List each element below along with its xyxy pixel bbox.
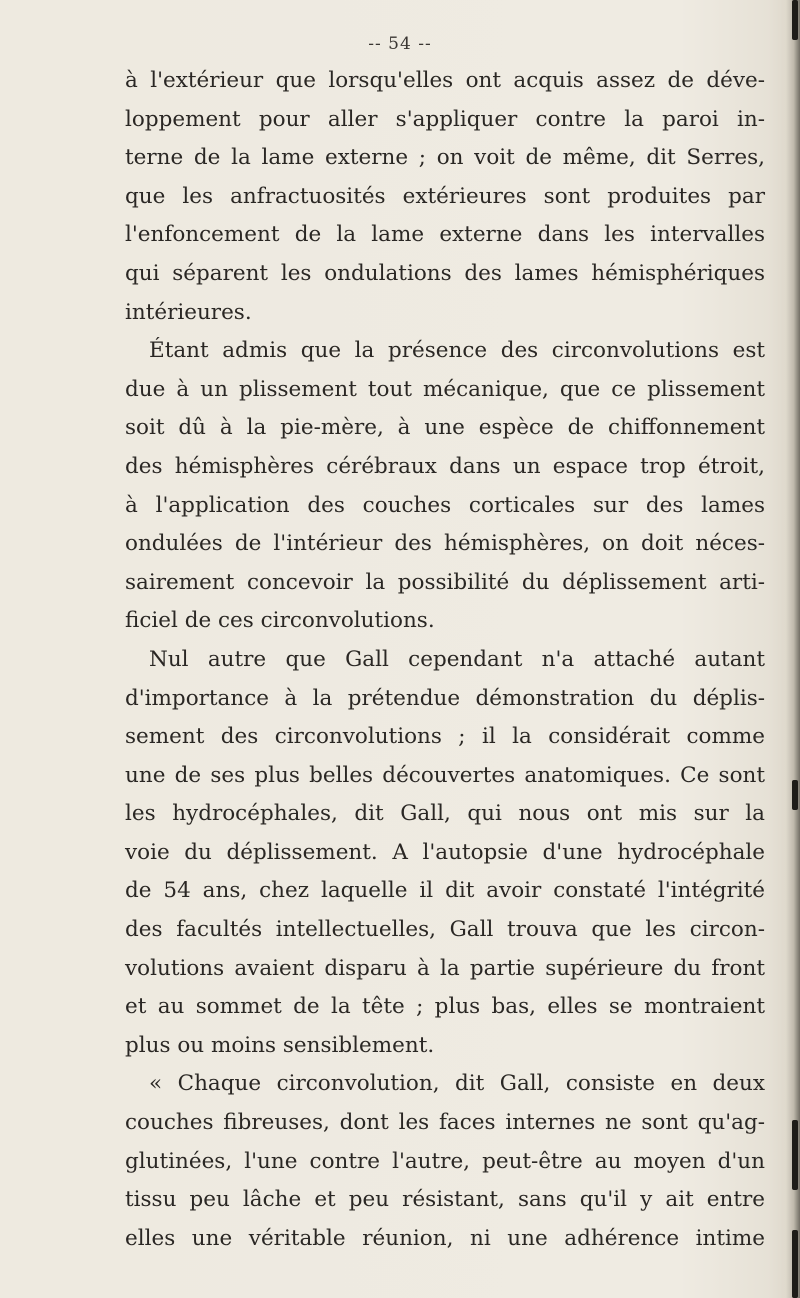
paragraph-first-line: Nul autre que Gall cependant n'a attaché autant: [149, 646, 765, 672]
paragraph-first-line: Étant admis que la présence des circonvolutions est: [149, 338, 765, 364]
text-line: des facultés intellectuelles, Gall trouva que les circon-: [125, 917, 765, 943]
text-line: des hémisphères cérébraux dans un espace trop étroit,: [125, 453, 765, 479]
page-number: -- 54 --: [368, 34, 432, 54]
text-line: soit dû à la pie-mère, à une espèce de chiffonnement: [125, 415, 765, 441]
text-line: glutinées, l'une contre l'autre, peut-être au moyen d'un: [125, 1148, 765, 1174]
body-text: [125, 62, 765, 1258]
paragraph-first-line: « Chaque circonvolution, dit Gall, consiste en deux: [149, 1071, 765, 1097]
text-line: de 54 ans, chez laquelle il dit avoir constaté l'intégrité: [125, 878, 765, 904]
text-line: plus ou moins sensiblement.: [125, 1032, 435, 1058]
text-line: volutions avaient disparu à la partie supérieure du front: [125, 955, 765, 981]
edge-mark: [792, 1120, 798, 1190]
text-line: l'enfoncement de la lame externe dans les intervalles: [125, 222, 765, 248]
page-edge-shadow: [786, 0, 800, 1298]
text-line: voie du déplissement. A l'autopsie d'une hydrocéphale: [125, 839, 765, 865]
text-line: ficiel de ces circonvolutions.: [125, 608, 435, 634]
text-line: ondulées de l'intérieur des hémisphères, on doit néces-: [125, 531, 765, 557]
text-line: terne de la lame externe ; on voit de même, dit Serres,: [125, 145, 765, 171]
text-line: et au sommet de la tête ; plus bas, elles se montraient: [125, 994, 765, 1020]
text-line: les hydrocéphales, dit Gall, qui nous ont mis sur la: [125, 801, 765, 827]
edge-mark: [792, 780, 798, 810]
text-line: due à un plissement tout mécanique, que ce plissement: [125, 376, 765, 402]
text-line: que les anfractuosités extérieures sont produites par: [125, 183, 765, 209]
text-line: d'importance à la prétendue démonstration du déplis-: [125, 685, 765, 711]
text-line: sairement concevoir la possibilité du déplissement arti-: [125, 569, 765, 595]
text-line: tissu peu lâche et peu résistant, sans qu'il y ait entre: [125, 1187, 765, 1213]
text-line: à l'application des couches corticales sur des lames: [125, 492, 765, 518]
text-line: couches fibreuses, dont les faces internes ne sont qu'ag-: [125, 1110, 765, 1136]
text-line: qui séparent les ondulations des lames hémisphériques: [125, 260, 765, 286]
text-line: à l'extérieur que lorsqu'elles ont acquis assez de déve-: [125, 68, 765, 93]
text-line: elles une véritable réunion, ni une adhérence intime: [125, 1225, 765, 1251]
text-line: loppement pour aller s'appliquer contre la paroi in-: [125, 106, 765, 132]
text-line: sement des circonvolutions ; il la considérait comme: [125, 724, 765, 750]
edge-mark: [792, 1230, 798, 1298]
text-line: intérieures.: [125, 299, 252, 325]
text-line: une de ses plus belles découvertes anatomiques. Ce sont: [125, 762, 765, 788]
